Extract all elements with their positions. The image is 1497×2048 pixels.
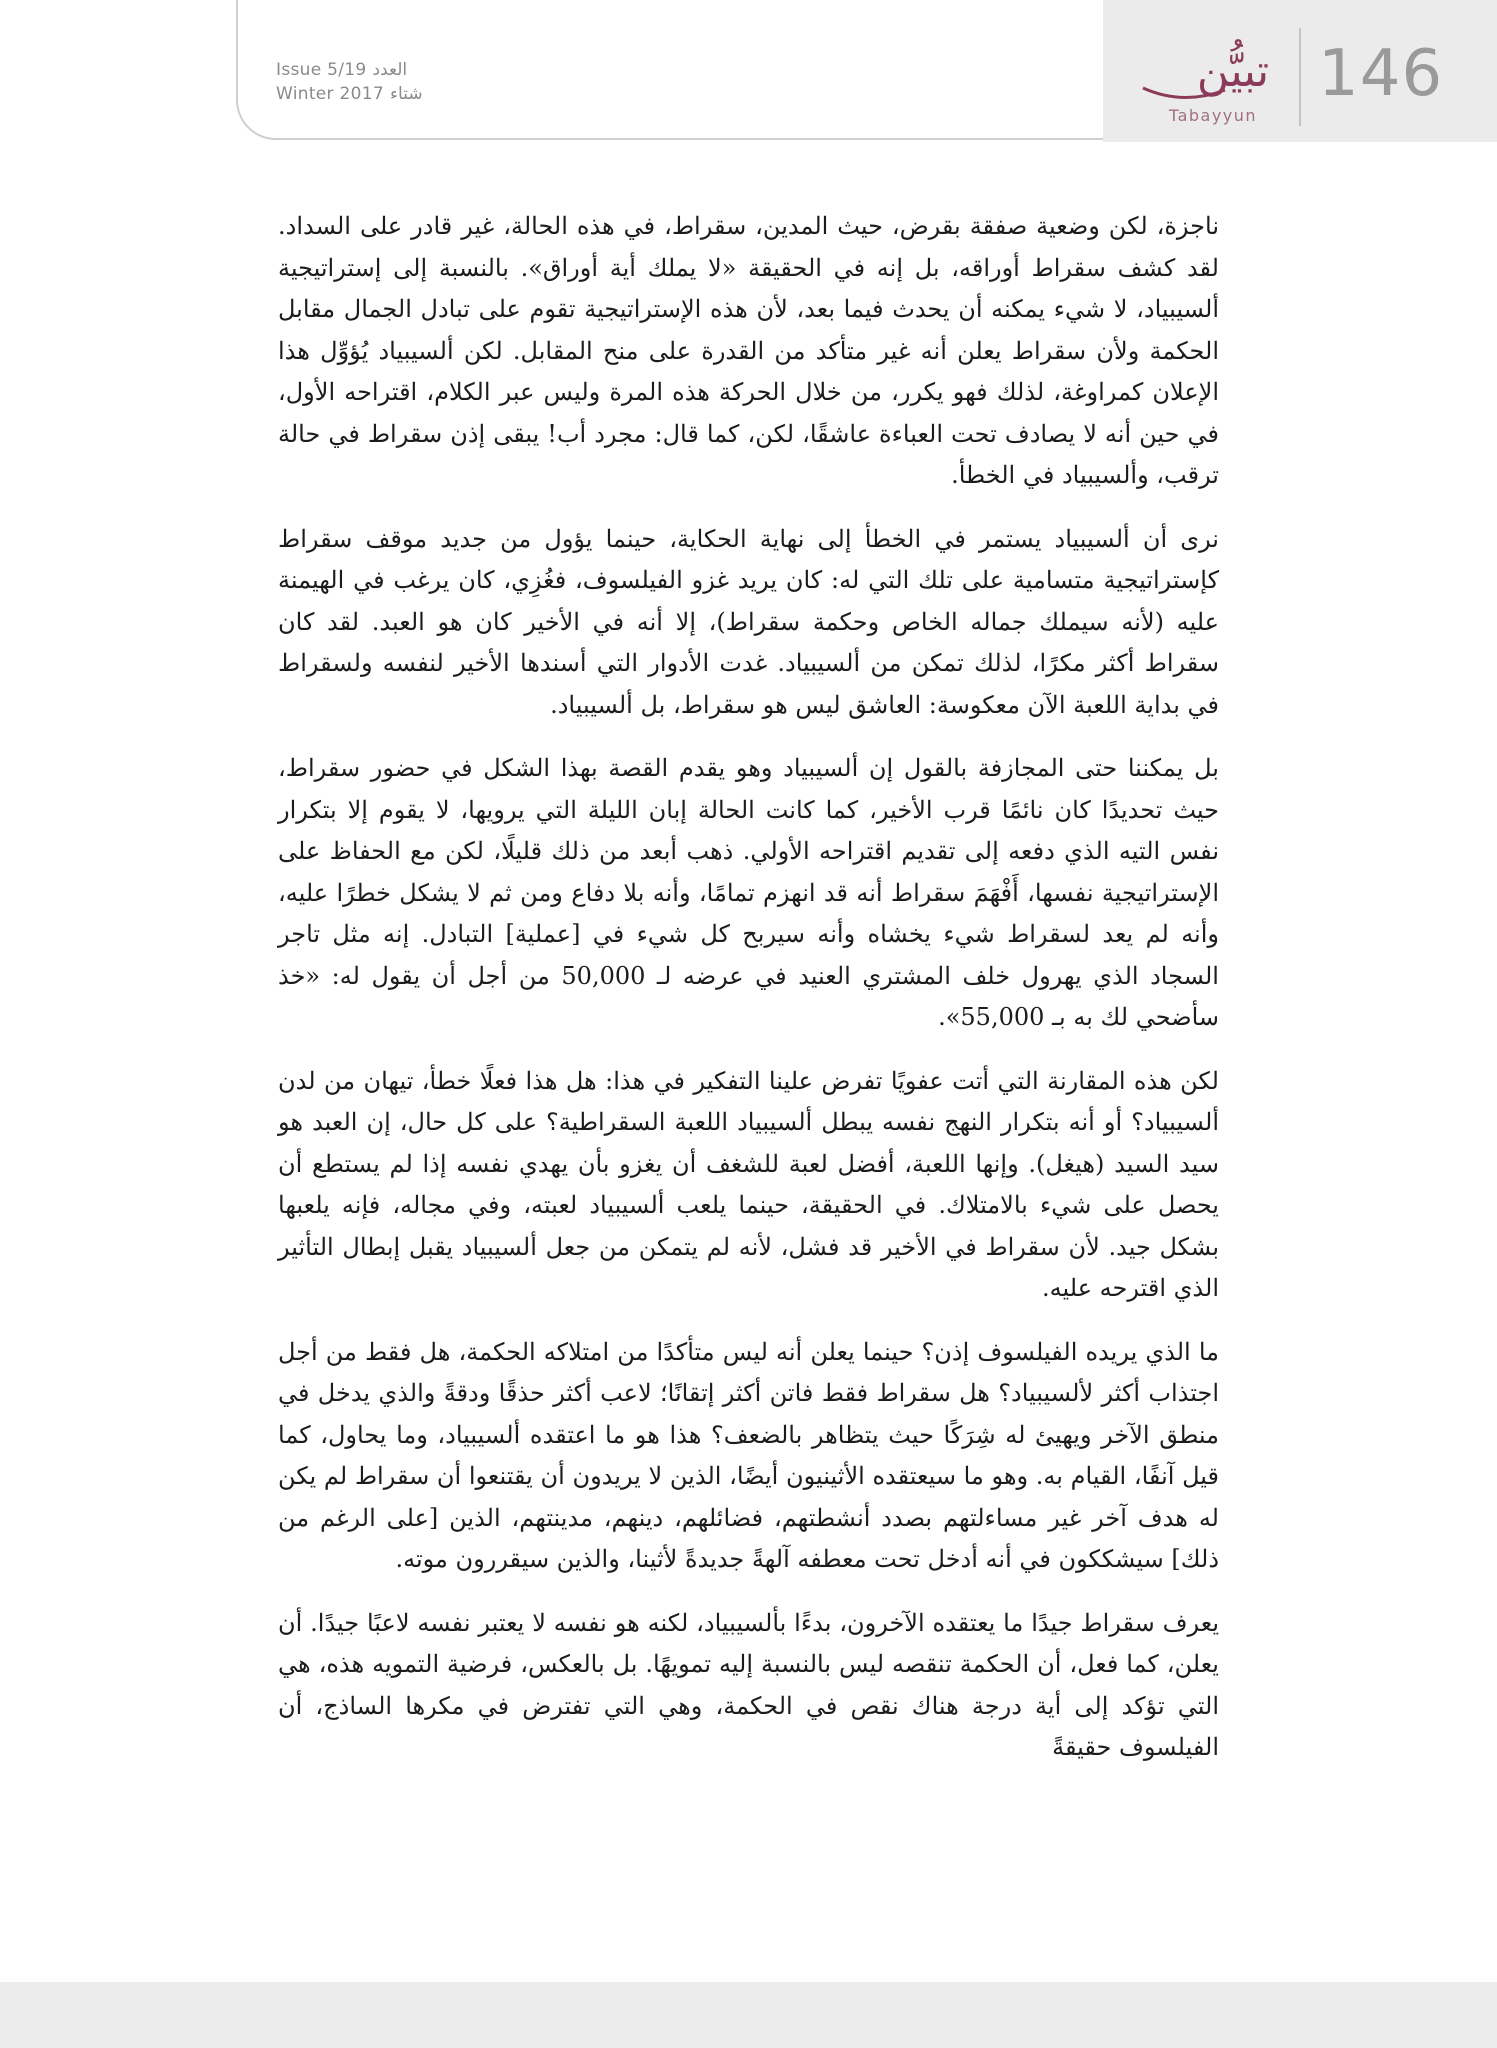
footer-band [0, 1982, 1497, 2048]
page-header [0, 0, 1497, 142]
paragraph: لكن هذه المقارنة التي أتت عفويًا تفرض علينا التفكير في هذا: هل هذا فعلًا خطأ، تيهان من لدن ألسيبياد؟ أو أنه بتكرار النهج نفسه يبطل ألسيبياد اللعبة السقراطية؟ على كل حال، إن العبد هو سيد السيد (هيغل). وإنها اللعبة، أفضل لعبة للشغف أن يغزو بأن يهدي نفسه إذا لم يستطع أن يحصل على شيء بالامتلاك. في الحقيقة، حينما يلعب ألسيبياد لعبته، وفي مجاله، فإنه يلعبها بشكل جيد. لأن سقراط في الأخير قد فشل، لأنه لم يتمكن من جعل ألسيبياد يقبل إبطال التأثير الذي اقترحه عليه. [278, 1066, 1219, 1302]
season-label-ar: شتاء [390, 84, 423, 104]
logo-script-graphic [1133, 36, 1293, 106]
issue-info [276, 58, 423, 106]
season-label-en: Winter 2017 [276, 84, 385, 104]
tabayyun-logo [1133, 36, 1293, 136]
logo-text: Tabayyun [1168, 106, 1258, 125]
paragraph: ما الذي يريده الفيلسوف إذن؟ حينما يعلن أنه ليس متأكدًا من امتلاكه الحكمة، هل فقط من أجل اجتذاب أكثر لألسيبياد؟ هل سقراط فقط فاتن أكثر إتقانًا؛ لاعب أكثر حذقًا ودقةً والذي يدخل في منطق الآخر ويهيئ له شِرَكًا حيث يتظاهر بالضعف؟ هذا هو ما اعتقده ألسيبياد، وما يحاول، كما قيل آنفًا، القيام به. وهو ما سيعتقده الأثينيون أيضًا، الذين لا يريدون أن يقتنعوا أن سقراط لم يكن له هدف آخر غير مساءلتهم بصدد أنشطتهم، فضائلهم، دينهم، مدينتهم، الذين [على الرغم من ذلك] سيشككون في أنه أدخل تحت معطفه آلهةً جديدةً لأثينا، والذين سيقررون موته. [278, 1337, 1220, 1573]
paragraph: يعرف سقراط جيدًا ما يعتقده الآخرون، بدءًا بألسيبياد، لكنه هو نفسه لا يعتبر نفسه لاعبًا جيدًا. أن يعلن، كما فعل، أن الحكمة تنقصه ليس بالنسبة إليه تمويهًا. بل بالعكس، فرضية التمويه هذه، هي التي تؤكد إلى أية درجة هناك نقص في الحكمة، وهي التي تفترض في مكرها الساذج، أن الفيلسوف حقيقةً [278, 1608, 1219, 1761]
page-number: 146 [1318, 37, 1444, 111]
paragraph: ناجزة، لكن وضعية صفقة بقرض، حيث المدين، سقراط، في هذه الحالة، غير قادر على السداد. لقد كشف سقراط أوراقه، بل إنه في الحقيقة «لا يملك أية أوراق». بالنسبة إلى إستراتيجية ألسيبياد، لا شيء يمكنه أن يحدث فيما بعد، لأن هذه الإستراتيجية تقوم على تبادل الجمال مقابل الحكمة ولأن سقراط يعلن أنه غير متأكد من القدرة على منح المقابل. لكن ألسيبياد يُؤوِّل هذا الإعلان كمراوغة، لذلك فهو يكرر، من خلال الحركة هذه المرة وليس عبر الكلام، اقتراحه الأول، في حين أنه لا يصادف تحت العباءة عاشقًا، لكن، كما قال: مجرد أب! يبقى إذن سقراط في حالة ترقب، وألسيبياد في الخطأ. [278, 212, 1220, 489]
issue-row [276, 58, 423, 82]
article-body [278, 206, 1219, 1791]
issue-label-ar: العدد [372, 60, 408, 80]
logo-script-text: تبيُّن [1196, 46, 1270, 97]
header-divider [1299, 28, 1301, 126]
paragraph: نرى أن ألسيبياد يستمر في الخطأ إلى نهاية الحكاية، حينما يؤول من جديد موقف سقراط كإستراتيجية متسامية على تلك التي له: كان يريد غزو الفيلسوف، فغُزِي، كان يرغب في الهيمنة عليه (لأنه سيملك جماله الخاص وحكمة سقراط)، إلا أنه في الأخير كان هو العبد. لقد كان سقراط أكثر مكرًا، لذلك تمكن من ألسيبياد. غدت الأدوار التي أسندها الأخير لنفسه ولسقراط في بداية اللعبة الآن معكوسة: العاشق ليس هو سقراط، بل ألسيبياد. [278, 524, 1219, 719]
paragraph: بل يمكننا حتى المجازفة بالقول إن ألسيبياد وهو يقدم القصة بهذا الشكل في حضور سقراط، حيث تحديدًا كان نائمًا قرب الأخير، كما كانت الحالة إبان الليلة التي يرويها، لا يقوم إلا بتكرار نفس التيه الذي دفعه إلى تقديم اقتراحه الأولي. ذهب أبعد من ذلك قليلًا، لكن مع الحفاظ على الإستراتيجية نفسها، أَفْهَمَ سقراط أنه قد انهزم تمامًا، وأنه بلا دفاع ومن ثم لا يشكل خطرًا عليه، وأنه لم يعد لسقراط شيء يخشاه وأنه سيربح كل شيء في [عملية] التبادل. إنه مثل تاجر السجاد الذي يهرول خلف المشتري العنيد في عرضه لـ 50,000 من أجل أن يقول له: «خذ سأضحي لك به بـ 55,000». [278, 754, 1219, 1031]
issue-label-en: Issue 5/19 [276, 60, 367, 80]
season-row [276, 82, 423, 106]
